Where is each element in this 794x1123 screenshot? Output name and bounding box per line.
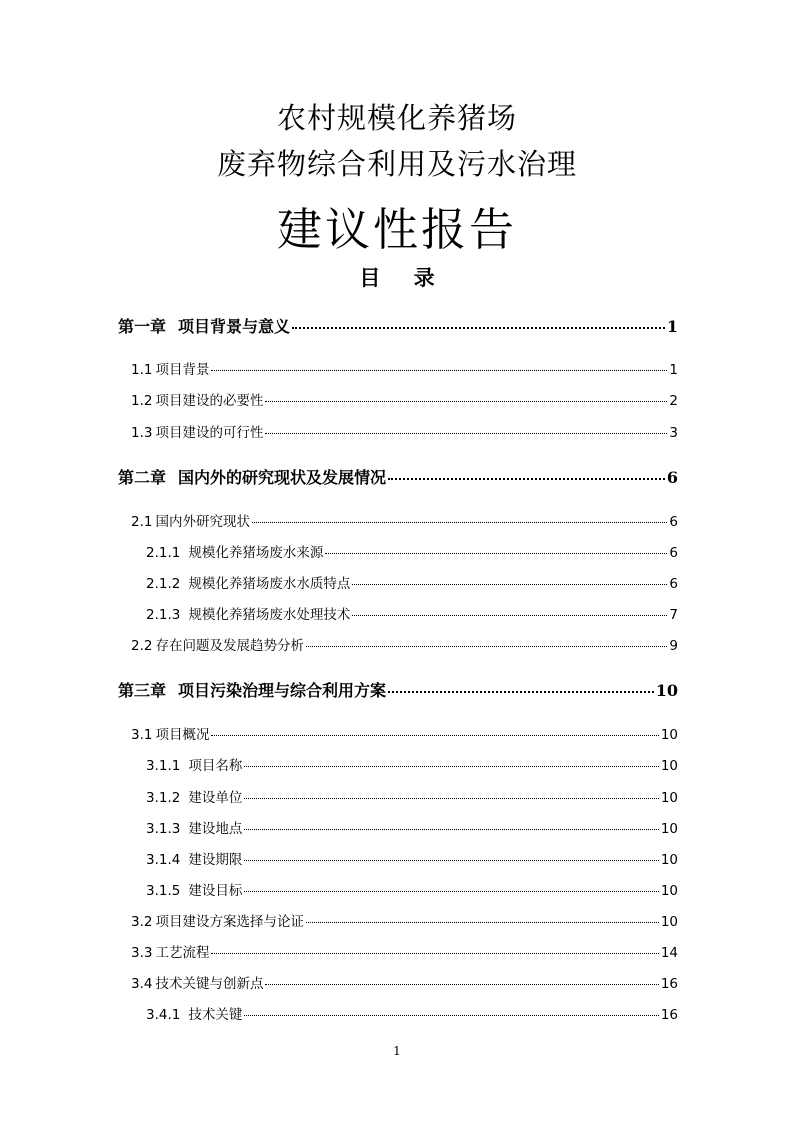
toc-entry-label <box>131 389 263 409</box>
toc-entry-text: 技术关键与创新点 <box>155 976 264 992</box>
toc-entry-text: 规模化养猪场废水来源 <box>188 545 324 561</box>
toc-entry-page: 6 <box>666 468 678 487</box>
toc-entry-page: 1 <box>669 362 678 378</box>
toc-entry-text: 建设期限 <box>188 852 243 868</box>
toc-entry-text: 工艺流程 <box>155 945 210 961</box>
toc-entry-level-2[interactable] <box>131 910 678 930</box>
toc-entry-text: 技术关键 <box>188 1007 243 1023</box>
toc-entry-label <box>146 786 242 806</box>
toc-entry-text: 项目建设的必要性 <box>155 393 264 409</box>
toc-dot-leader <box>325 553 667 554</box>
toc-entry-label <box>146 848 242 868</box>
toc-dot-leader <box>211 735 658 736</box>
toc-entry-level-2[interactable] <box>131 421 678 441</box>
toc-entry-level-3[interactable] <box>146 786 678 806</box>
toc-entry-page: 10 <box>660 727 678 743</box>
toc-entry-level-3[interactable] <box>146 541 678 561</box>
toc-entry-page: 10 <box>660 821 678 837</box>
toc-entry-number: 3.1 <box>131 727 153 743</box>
toc-entry-level-2[interactable] <box>131 972 678 992</box>
toc-entry-number: 3.4 <box>131 976 153 992</box>
toc-entry-label <box>131 358 209 378</box>
toc-entry-number: 1.1 <box>131 362 153 378</box>
toc-entry-page: 14 <box>660 945 678 961</box>
toc-entry-number: 2.1.2 <box>146 576 181 592</box>
toc-dot-leader <box>388 691 654 693</box>
page-number: 1 <box>393 1044 401 1058</box>
toc-entry-page: 10 <box>660 883 678 899</box>
toc-entry-level-2[interactable] <box>131 723 678 743</box>
toc-entry-number: 3.2 <box>131 914 153 930</box>
toc-entry-label <box>118 314 290 337</box>
toc-entry-level-3[interactable] <box>146 572 678 592</box>
toc-entry-text: 项目名称 <box>188 758 243 774</box>
toc-entry-number: 3.1.3 <box>146 821 181 837</box>
toc-heading: 目 录 <box>359 265 435 290</box>
toc-dot-leader <box>265 401 667 402</box>
toc-entry-label <box>146 879 242 899</box>
toc-dot-leader <box>352 584 667 585</box>
toc-entry-text: 国内外的研究现状及发展情况 <box>178 468 387 487</box>
toc-entry-page: 9 <box>669 638 678 654</box>
toc-entry-text: 国内外研究现状 <box>155 514 250 530</box>
toc-entry-label <box>118 465 386 488</box>
toc-dot-leader <box>244 829 658 830</box>
toc-entry-page: 6 <box>669 514 678 530</box>
toc-entry-number: 1.3 <box>131 425 153 441</box>
toc-dot-leader <box>244 1015 658 1016</box>
toc-entry-level-3[interactable] <box>146 1003 678 1023</box>
toc-entry-number: 3.4.1 <box>146 1007 181 1023</box>
toc-entry-number: 3.3 <box>131 945 153 961</box>
toc-entry-text: 项目建设方案选择与论证 <box>155 914 304 930</box>
toc-entry-page: 1 <box>666 317 678 336</box>
toc-entry-label <box>118 678 386 701</box>
toc-entry-label <box>146 572 350 592</box>
toc-entry-text: 规模化养猪场废水处理技术 <box>188 607 351 623</box>
report-title-line-3: 建议性报告 <box>276 203 517 256</box>
toc-entry-text: 建设地点 <box>188 821 243 837</box>
report-title-line-1: 农村规模化养猪场 <box>276 101 517 135</box>
toc-entry-page: 3 <box>669 425 678 441</box>
toc-entry-number: 2.1.3 <box>146 607 181 623</box>
toc-entry-text: 项目建设的可行性 <box>155 425 264 441</box>
toc-entry-page: 16 <box>660 1007 678 1023</box>
toc-entry-level-2[interactable] <box>131 634 678 654</box>
toc-entry-number: 3.1.5 <box>146 883 181 899</box>
toc-entry-level-1[interactable] <box>118 465 678 488</box>
toc-entry-text: 建设目标 <box>188 883 243 899</box>
toc-entry-level-3[interactable] <box>146 848 678 868</box>
toc-entry-level-3[interactable] <box>146 879 678 899</box>
toc-dot-leader <box>244 891 658 892</box>
toc-entry-number: 1.2 <box>131 393 153 409</box>
toc-entry-label <box>146 1003 242 1023</box>
toc-entry-label <box>131 421 263 441</box>
toc-entry-label <box>146 754 242 774</box>
toc-dot-leader <box>265 984 658 985</box>
toc-dot-leader <box>265 433 667 434</box>
toc-entry-text: 项目污染治理与综合利用方案 <box>178 681 387 700</box>
toc-entry-number: 3.1.1 <box>146 758 181 774</box>
toc-entry-label <box>131 634 304 654</box>
toc-entry-text: 项目背景 <box>155 362 210 378</box>
toc-dot-leader <box>388 478 665 480</box>
toc-entry-number: 第三章 <box>118 681 167 700</box>
toc-entry-level-3[interactable] <box>146 817 678 837</box>
toc-entry-page: 10 <box>660 758 678 774</box>
toc-entry-level-2[interactable] <box>131 358 678 378</box>
toc-entry-text: 项目概况 <box>155 727 210 743</box>
toc-entry-page: 16 <box>660 976 678 992</box>
toc-entry-page: 7 <box>669 607 678 623</box>
toc-entry-text: 规模化养猪场废水水质特点 <box>188 576 351 592</box>
toc-entry-label <box>131 941 209 961</box>
toc-entry-label <box>146 603 350 623</box>
toc-dot-leader <box>352 615 667 616</box>
toc-entry-page: 2 <box>669 393 678 409</box>
toc-entry-text: 建设单位 <box>188 790 243 806</box>
toc-entry-level-1[interactable] <box>118 678 678 701</box>
report-title-line-2: 废弃物综合利用及污水治理 <box>216 147 577 181</box>
toc-entry-page: 10 <box>655 681 678 700</box>
toc-dot-leader <box>252 522 667 523</box>
toc-entry-level-3[interactable] <box>146 754 678 774</box>
toc-entry-page: 10 <box>660 914 678 930</box>
toc-dot-leader <box>211 370 667 371</box>
toc-entry-page: 6 <box>669 545 678 561</box>
toc-dot-leader <box>244 798 658 799</box>
toc-entry-label <box>131 910 304 930</box>
toc-entry-label <box>131 972 263 992</box>
toc-dot-leader <box>292 327 665 329</box>
toc-entry-level-3[interactable] <box>146 603 678 623</box>
toc-entry-label <box>131 723 209 743</box>
toc-entry-page: 6 <box>669 576 678 592</box>
toc-entry-level-2[interactable] <box>131 389 678 409</box>
toc-entry-label <box>146 541 323 561</box>
toc-entry-number: 3.1.2 <box>146 790 181 806</box>
toc-entry-text: 项目背景与意义 <box>178 317 291 336</box>
toc-entry-text: 存在问题及发展趋势分析 <box>155 638 304 654</box>
toc-dot-leader <box>306 922 659 923</box>
toc-entry-page: 10 <box>660 790 678 806</box>
toc-entry-label <box>146 817 242 837</box>
toc-entry-number: 3.1.4 <box>146 852 181 868</box>
toc-entry-number: 2.1 <box>131 514 153 530</box>
toc-entry-number: 2.2 <box>131 638 153 654</box>
toc-entry-number: 第二章 <box>118 468 167 487</box>
toc-dot-leader <box>244 766 658 767</box>
toc-entry-level-1[interactable] <box>118 314 678 337</box>
toc-entry-page: 10 <box>660 852 678 868</box>
toc-dot-leader <box>244 860 658 861</box>
toc-entry-number: 2.1.1 <box>146 545 181 561</box>
toc-dot-leader <box>211 953 658 954</box>
toc-entry-number: 第一章 <box>118 317 167 336</box>
toc-dot-leader <box>306 646 667 647</box>
toc-entry-level-2[interactable] <box>131 510 678 530</box>
toc-entry-level-2[interactable] <box>131 941 678 961</box>
toc-entry-label <box>131 510 250 530</box>
